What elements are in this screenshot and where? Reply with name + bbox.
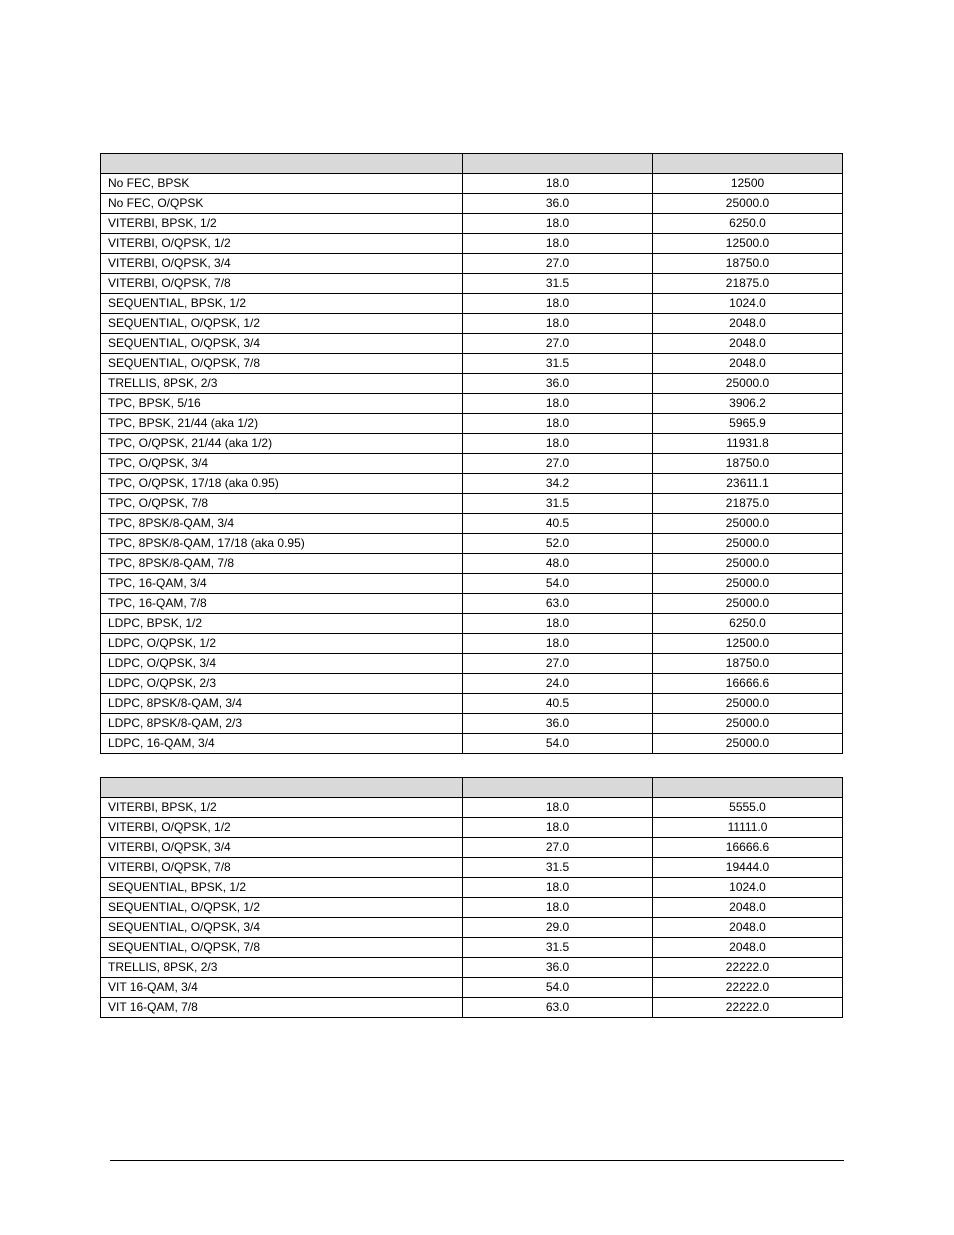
footer-divider [110,1160,844,1161]
value-cell: 54.0 [463,734,653,754]
rate-cell: 2048.0 [653,898,843,918]
rate-cell: 18750.0 [653,654,843,674]
table-row [101,998,843,1018]
table-row [101,414,843,434]
table-row [101,334,843,354]
table-header-row [101,778,843,798]
table-row [101,454,843,474]
rate-cell: 1024.0 [653,294,843,314]
value-cell: 63.0 [463,594,653,614]
mode-cell: VITERBI, O/QPSK, 1/2 [101,818,463,838]
column-header [653,154,843,174]
mode-cell: VIT 16-QAM, 3/4 [101,978,463,998]
value-cell: 36.0 [463,194,653,214]
value-cell: 27.0 [463,838,653,858]
rate-cell: 25000.0 [653,574,843,594]
value-cell: 36.0 [463,714,653,734]
value-cell: 40.5 [463,694,653,714]
mode-cell: LDPC, O/QPSK, 1/2 [101,634,463,654]
rate-cell: 22222.0 [653,998,843,1018]
value-cell: 54.0 [463,574,653,594]
rate-cell: 2048.0 [653,354,843,374]
mode-cell: SEQUENTIAL, O/QPSK, 7/8 [101,354,463,374]
mode-cell: LDPC, 8PSK/8-QAM, 3/4 [101,694,463,714]
table-row [101,614,843,634]
value-cell: 18.0 [463,414,653,434]
mode-cell: SEQUENTIAL, O/QPSK, 7/8 [101,938,463,958]
rate-cell: 22222.0 [653,978,843,998]
modcod-table-1 [100,153,843,754]
rate-cell: 6250.0 [653,614,843,634]
table-row [101,694,843,714]
rate-cell: 12500 [653,174,843,194]
rate-cell: 11931.8 [653,434,843,454]
mode-cell: TPC, 16-QAM, 3/4 [101,574,463,594]
rate-cell: 19444.0 [653,858,843,878]
table-row [101,374,843,394]
value-cell: 18.0 [463,434,653,454]
table-row [101,434,843,454]
value-cell: 40.5 [463,514,653,534]
mode-cell: TRELLIS, 8PSK, 2/3 [101,958,463,978]
rate-cell: 18750.0 [653,254,843,274]
value-cell: 18.0 [463,798,653,818]
value-cell: 18.0 [463,898,653,918]
rate-cell: 25000.0 [653,594,843,614]
table-row [101,354,843,374]
table-row [101,674,843,694]
rate-cell: 18750.0 [653,454,843,474]
mode-cell: TPC, O/QPSK, 17/18 (aka 0.95) [101,474,463,494]
value-cell: 36.0 [463,374,653,394]
table-body [101,174,843,754]
mode-cell: No FEC, O/QPSK [101,194,463,214]
table-row [101,714,843,734]
table-row [101,534,843,554]
column-header [101,154,463,174]
table-row [101,878,843,898]
rate-cell: 25000.0 [653,714,843,734]
rate-cell: 25000.0 [653,374,843,394]
table-row [101,594,843,614]
value-cell: 18.0 [463,878,653,898]
mode-cell: TPC, O/QPSK, 21/44 (aka 1/2) [101,434,463,454]
mode-cell: LDPC, 8PSK/8-QAM, 2/3 [101,714,463,734]
rate-cell: 12500.0 [653,634,843,654]
table-row [101,314,843,334]
rate-cell: 25000.0 [653,694,843,714]
mode-cell: VITERBI, O/QPSK, 3/4 [101,838,463,858]
value-cell: 27.0 [463,654,653,674]
mode-cell: VITERBI, O/QPSK, 1/2 [101,234,463,254]
value-cell: 18.0 [463,294,653,314]
mode-cell: VITERBI, BPSK, 1/2 [101,214,463,234]
table-row [101,274,843,294]
value-cell: 29.0 [463,918,653,938]
rate-cell: 1024.0 [653,878,843,898]
table-row [101,938,843,958]
mode-cell: SEQUENTIAL, O/QPSK, 1/2 [101,314,463,334]
rate-cell: 6250.0 [653,214,843,234]
mode-cell: TPC, 16-QAM, 7/8 [101,594,463,614]
value-cell: 27.0 [463,334,653,354]
value-cell: 63.0 [463,998,653,1018]
mode-cell: SEQUENTIAL, O/QPSK, 3/4 [101,334,463,354]
table-row [101,294,843,314]
value-cell: 31.5 [463,274,653,294]
table-row [101,634,843,654]
table-body [101,798,843,1018]
value-cell: 27.0 [463,454,653,474]
table-row [101,554,843,574]
rate-cell: 2048.0 [653,918,843,938]
value-cell: 27.0 [463,254,653,274]
table-row [101,574,843,594]
rate-cell: 25000.0 [653,514,843,534]
value-cell: 31.5 [463,494,653,514]
value-cell: 36.0 [463,958,653,978]
rate-cell: 12500.0 [653,234,843,254]
table-row [101,234,843,254]
table-row [101,494,843,514]
value-cell: 18.0 [463,214,653,234]
table-row [101,254,843,274]
column-header [463,778,653,798]
rate-cell: 16666.6 [653,838,843,858]
modcod-table-2 [100,777,843,1018]
value-cell: 48.0 [463,554,653,574]
value-cell: 18.0 [463,614,653,634]
table-row [101,838,843,858]
mode-cell: VITERBI, O/QPSK, 7/8 [101,858,463,878]
table-row [101,194,843,214]
table-row [101,958,843,978]
mode-cell: TPC, O/QPSK, 7/8 [101,494,463,514]
mode-cell: LDPC, O/QPSK, 3/4 [101,654,463,674]
table-row [101,898,843,918]
value-cell: 34.2 [463,474,653,494]
mode-cell: SEQUENTIAL, O/QPSK, 1/2 [101,898,463,918]
value-cell: 18.0 [463,234,653,254]
mode-cell: VIT 16-QAM, 7/8 [101,998,463,1018]
table-row [101,918,843,938]
mode-cell: TPC, BPSK, 5/16 [101,394,463,414]
value-cell: 18.0 [463,174,653,194]
mode-cell: SEQUENTIAL, BPSK, 1/2 [101,294,463,314]
value-cell: 18.0 [463,394,653,414]
table-row [101,798,843,818]
table-row [101,654,843,674]
rate-cell: 25000.0 [653,734,843,754]
column-header [463,154,653,174]
rate-cell: 5965.9 [653,414,843,434]
column-header [101,778,463,798]
rate-cell: 3906.2 [653,394,843,414]
value-cell: 31.5 [463,938,653,958]
mode-cell: No FEC, BPSK [101,174,463,194]
rate-cell: 25000.0 [653,194,843,214]
mode-cell: VITERBI, BPSK, 1/2 [101,798,463,818]
value-cell: 18.0 [463,818,653,838]
column-header [653,778,843,798]
mode-cell: TPC, O/QPSK, 3/4 [101,454,463,474]
table-row [101,514,843,534]
value-cell: 54.0 [463,978,653,998]
mode-cell: TPC, 8PSK/8-QAM, 17/18 (aka 0.95) [101,534,463,554]
mode-cell: SEQUENTIAL, O/QPSK, 3/4 [101,918,463,938]
mode-cell: TPC, 8PSK/8-QAM, 3/4 [101,514,463,534]
value-cell: 18.0 [463,314,653,334]
mode-cell: LDPC, 16-QAM, 3/4 [101,734,463,754]
value-cell: 31.5 [463,354,653,374]
mode-cell: VITERBI, O/QPSK, 3/4 [101,254,463,274]
mode-cell: SEQUENTIAL, BPSK, 1/2 [101,878,463,898]
rate-cell: 2048.0 [653,314,843,334]
mode-cell: LDPC, BPSK, 1/2 [101,614,463,634]
table-row [101,394,843,414]
table-row [101,734,843,754]
mode-cell: LDPC, O/QPSK, 2/3 [101,674,463,694]
table-header-row [101,154,843,174]
table-row [101,474,843,494]
rate-cell: 2048.0 [653,334,843,354]
value-cell: 18.0 [463,634,653,654]
mode-cell: TRELLIS, 8PSK, 2/3 [101,374,463,394]
table-row [101,978,843,998]
rate-cell: 23611.1 [653,474,843,494]
rate-cell: 21875.0 [653,494,843,514]
value-cell: 52.0 [463,534,653,554]
rate-cell: 22222.0 [653,958,843,978]
rate-cell: 16666.6 [653,674,843,694]
mode-cell: TPC, 8PSK/8-QAM, 7/8 [101,554,463,574]
value-cell: 24.0 [463,674,653,694]
rate-cell: 25000.0 [653,534,843,554]
table-row [101,818,843,838]
value-cell: 31.5 [463,858,653,878]
rate-cell: 5555.0 [653,798,843,818]
rate-cell: 11111.0 [653,818,843,838]
rate-cell: 21875.0 [653,274,843,294]
mode-cell: VITERBI, O/QPSK, 7/8 [101,274,463,294]
table-row [101,174,843,194]
table-row [101,214,843,234]
rate-cell: 25000.0 [653,554,843,574]
table-row [101,858,843,878]
rate-cell: 2048.0 [653,938,843,958]
mode-cell: TPC, BPSK, 21/44 (aka 1/2) [101,414,463,434]
